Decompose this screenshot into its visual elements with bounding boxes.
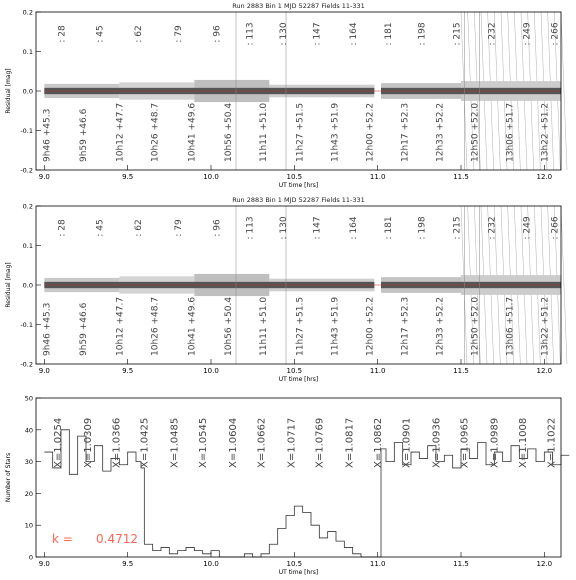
x-tick-label: 10.0 [203, 560, 219, 568]
field-label: : 232 [487, 22, 498, 46]
y-tick-label: -0.2 [20, 360, 33, 369]
hatch-line [561, 206, 567, 364]
time-label: 11h43 +51.9 [330, 102, 341, 162]
x-tick-label: 11.5 [453, 173, 469, 181]
airmass-label: X=1.0309 [83, 417, 94, 468]
time-label: 11h11 +51.0 [259, 102, 269, 162]
y-tick-label: 40 [24, 426, 33, 435]
time-label: 9h46 +45.3 [42, 302, 53, 356]
y-axis-label: Residual [mag] [5, 262, 12, 308]
time-label: 11h43 +51.9 [330, 296, 341, 356]
time-label: 13h06 +51.7 [505, 102, 516, 162]
field-label: : 266 [550, 216, 561, 240]
time-label: 11h27 +51.5 [295, 102, 306, 162]
airmass-label: X=1.0366 [111, 417, 123, 468]
field-label: : 181 [384, 216, 394, 240]
time-label: 12h17 +52.3 [400, 296, 411, 356]
field-label: : 96 [212, 25, 223, 43]
x-tick-label: 9.0 [38, 560, 50, 568]
k-value: 0.4712 [96, 532, 138, 546]
field-label: : 249 [522, 22, 533, 46]
time-label: 11h27 +51.5 [295, 296, 306, 356]
field-label: : 113 [245, 216, 256, 240]
time-label: 10h56 +50.4 [224, 102, 234, 162]
field-label: : 147 [312, 22, 323, 46]
airmass-label: X=1.0965 [459, 417, 471, 468]
field-label: : 164 [349, 22, 359, 46]
airmass-label: X=1.0936 [431, 417, 443, 468]
x-axis-label: UT time [hrs] [278, 182, 319, 189]
field-label: : 62 [134, 219, 144, 237]
airmass-label: X=1.0254 [53, 417, 64, 468]
time-label: 12h33 +52.2 [435, 296, 446, 356]
panel-2 [5, 196, 567, 383]
panel-3 [5, 395, 569, 577]
x-tick-label: 12.0 [536, 367, 553, 375]
y-tick-label: -0.2 [20, 166, 33, 175]
hatch-line [561, 12, 567, 170]
y-tick-label: 30 [24, 458, 33, 467]
field-label: : 28 [57, 25, 68, 43]
airmass-label: X=1.0545 [198, 417, 209, 468]
y-tick-label: 0.2 [22, 8, 33, 17]
field-label: : 181 [384, 22, 394, 46]
time-label: 10h26 +48.7 [150, 296, 161, 356]
time-label: 13h22 +51.2 [540, 102, 551, 162]
airmass-label: X=1.0425 [139, 417, 151, 468]
field-label: : 28 [57, 219, 68, 237]
field-label: : 198 [417, 216, 428, 240]
field-label: : 79 [174, 219, 184, 237]
x-tick-label: 9.0 [38, 367, 50, 375]
x-tick-label: 10.0 [203, 173, 219, 181]
x-tick-label: 11.0 [369, 560, 386, 568]
field-label: : 96 [212, 219, 223, 237]
x-tick-label: 12.0 [536, 173, 553, 181]
x-tick-label: 10.5 [286, 173, 303, 181]
x-tick-label: 11.0 [369, 173, 386, 181]
airmass-label: X=1.1008 [518, 417, 529, 468]
field-label: : 62 [134, 25, 144, 43]
y-tick-label: 0.1 [22, 48, 33, 56]
y-axis-label: Number of Stars [5, 452, 12, 503]
airmass-label: X=1.1022 [546, 417, 558, 468]
x-tick-label: 9.5 [122, 367, 134, 375]
x-tick-label: 11.5 [453, 367, 469, 375]
airmass-label: X=1.0604 [228, 417, 239, 468]
k-label: k = [52, 532, 73, 546]
x-tick-label: 12.0 [536, 560, 553, 568]
x-tick-label: 11.0 [369, 367, 386, 375]
x-tick-label: 10.5 [286, 560, 303, 568]
y-tick-label: 0.1 [22, 242, 33, 250]
airmass-label: X=1.0485 [169, 417, 181, 468]
field-label: : 130 [279, 216, 289, 240]
x-tick-label: 9.5 [122, 173, 134, 181]
time-label: 11h11 +51.0 [259, 296, 269, 356]
time-label: 12h33 +52.2 [435, 102, 446, 162]
airmass-label: X=1.0989 [489, 417, 501, 468]
x-tick-label: 10.0 [203, 367, 219, 375]
field-label: : 215 [452, 22, 463, 46]
airmass-label: X=1.0901 [401, 417, 413, 468]
airmass-label: X=1.0862 [373, 417, 384, 468]
field-label: : 198 [417, 22, 428, 46]
field-label: : 147 [312, 216, 323, 240]
y-tick-label: 10 [24, 521, 33, 530]
y-tick-label: 0 [28, 553, 33, 562]
time-label: 10h41 +49.6 [187, 102, 198, 162]
x-tick-label: 9.5 [122, 560, 134, 568]
y-tick-label: 0.0 [22, 281, 33, 290]
y-tick-label: 20 [24, 489, 33, 498]
y-tick-label: 0.2 [22, 202, 33, 211]
time-label: 13h22 +51.2 [540, 296, 551, 356]
airmass-label: X=1.0817 [344, 417, 356, 468]
x-axis-label: UT time [hrs] [278, 569, 319, 576]
x-tick-label: 11.5 [453, 560, 469, 568]
time-label: 10h12 +47.7 [115, 296, 126, 356]
time-label: 9h59 +46.6 [79, 108, 89, 162]
airmass-label: X=1.0662 [256, 417, 268, 468]
y-axis-label: Residual [mag] [5, 68, 12, 114]
field-label: : 79 [174, 25, 184, 43]
panel-1 [5, 2, 567, 189]
field-label: : 45 [95, 25, 106, 43]
field-label: : 232 [487, 216, 498, 240]
airmass-label: X=1.0769 [314, 417, 326, 468]
y-tick-label: -0.1 [20, 321, 33, 329]
field-label: : 266 [550, 22, 561, 46]
field-label: : 249 [522, 216, 533, 240]
time-label: 9h59 +46.6 [79, 302, 89, 356]
time-label: 13h06 +51.7 [505, 296, 516, 356]
time-label: 12h17 +52.3 [400, 102, 411, 162]
time-label: 12h50 +52.0 [470, 296, 481, 356]
x-tick-label: 9.0 [38, 173, 50, 181]
field-label: : 113 [245, 22, 256, 46]
field-label: : 45 [95, 219, 106, 237]
time-label: 9h46 +45.3 [42, 108, 53, 162]
time-label: 10h26 +48.7 [150, 102, 161, 162]
field-label: : 215 [452, 216, 463, 240]
x-tick-label: 10.5 [286, 367, 303, 375]
time-label: 12h00 +52.2 [365, 296, 376, 356]
field-label: : 164 [349, 216, 359, 240]
time-label: 12h50 +52.0 [470, 102, 481, 162]
panel-title: Run 2883 Bin 1 MJD 52287 Fields 11-331 [232, 2, 365, 10]
field-label: : 130 [279, 22, 289, 46]
time-label: 12h00 +52.2 [365, 102, 376, 162]
y-tick-label: 50 [24, 394, 33, 403]
x-axis-label: UT time [hrs] [278, 376, 319, 383]
time-label: 10h41 +49.6 [187, 296, 198, 356]
airmass-label: X=1.0717 [286, 417, 298, 468]
y-tick-label: 0.0 [22, 87, 33, 96]
time-label: 10h12 +47.7 [115, 102, 126, 162]
time-label: 10h56 +50.4 [224, 296, 234, 356]
panel-title: Run 2883 Bin 1 MJD 52287 Fields 11-331 [232, 196, 365, 204]
y-tick-label: -0.1 [20, 127, 33, 135]
